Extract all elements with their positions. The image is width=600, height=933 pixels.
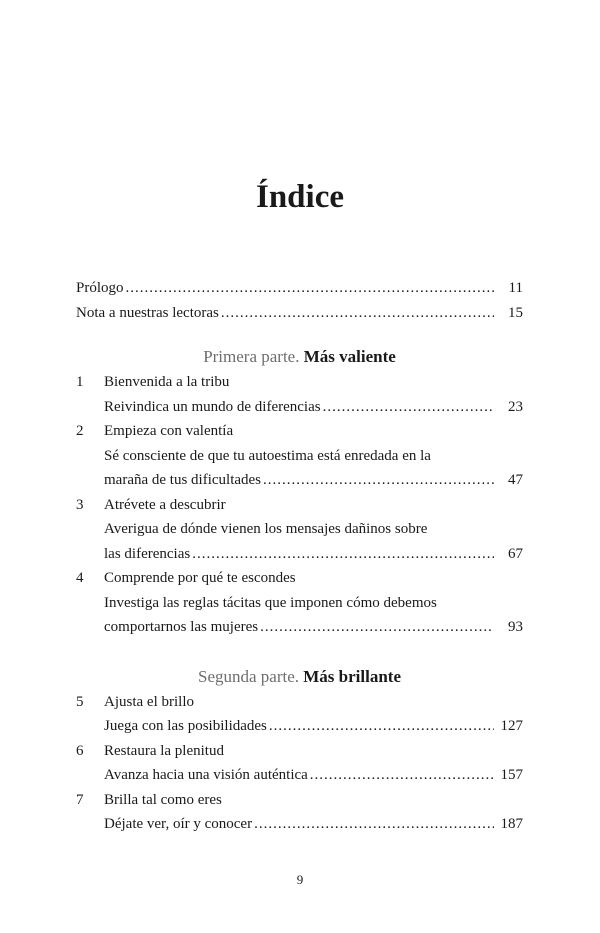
chapter-number: 7 bbox=[76, 791, 84, 808]
chapter-number: 2 bbox=[76, 423, 84, 439]
chapter-6-row[interactable] bbox=[76, 739, 523, 764]
chapter-1-subtitle[interactable] bbox=[76, 395, 523, 420]
chapter-subtitle: Investiga las reglas tácitas que imponen cómo debemos bbox=[104, 594, 437, 611]
chapter-7-row[interactable] bbox=[76, 788, 523, 813]
entry-title: Nota a nuestras lectoras bbox=[76, 304, 219, 321]
entry-title: Prólogo bbox=[76, 280, 124, 296]
chapter-1-row[interactable] bbox=[76, 370, 523, 395]
dot-leader bbox=[263, 468, 494, 493]
dot-leader bbox=[323, 395, 494, 420]
chapter-subtitle: Avanza hacia una visión auténtica bbox=[104, 767, 308, 783]
chapter-subtitle: Juega con las posibilidades bbox=[104, 718, 267, 734]
chapter-4-row[interactable] bbox=[76, 566, 523, 591]
chapter-subtitle: comportarnos las mujeres bbox=[104, 619, 259, 635]
chapter-2-subtitle-line2[interactable] bbox=[76, 468, 523, 493]
dot-leader bbox=[269, 714, 494, 739]
dot-leader bbox=[192, 542, 494, 567]
chapter-page: 47 bbox=[508, 472, 523, 488]
part-heading-2 bbox=[76, 664, 523, 690]
chapter-5-subtitle[interactable] bbox=[76, 714, 523, 739]
chapter-number: 3 bbox=[76, 496, 84, 513]
chapter-page: 67 bbox=[508, 545, 523, 562]
chapter-title: Brilla tal como eres bbox=[104, 791, 222, 808]
dot-leader bbox=[254, 812, 494, 837]
chapter-title: Ajusta el brillo bbox=[104, 693, 194, 710]
toc-entry-nota[interactable] bbox=[76, 301, 523, 326]
page-number: 9 bbox=[296, 872, 304, 887]
chapter-number: 4 bbox=[76, 570, 84, 586]
chapter-subtitle: las diferencias bbox=[104, 545, 191, 562]
chapter-title: Restaura la plenitud bbox=[104, 742, 224, 759]
chapter-title: Empieza con valentía bbox=[104, 423, 234, 439]
chapter-subtitle: Déjate ver, oír y conocer bbox=[104, 816, 253, 832]
chapter-4-subtitle-line2[interactable] bbox=[76, 615, 523, 640]
chapter-4-subtitle-line1 bbox=[76, 591, 523, 616]
chapter-subtitle: maraña de tus dificultades bbox=[104, 472, 262, 488]
chapter-page: 157 bbox=[500, 767, 523, 783]
chapter-page: 23 bbox=[508, 398, 523, 415]
chapter-3-row[interactable] bbox=[76, 493, 523, 518]
dot-leader bbox=[126, 276, 494, 301]
table-of-contents bbox=[76, 276, 523, 837]
chapter-page: 187 bbox=[500, 816, 523, 832]
chapter-subtitle: Sé consciente de que tu autoestima está enredada en la bbox=[104, 447, 431, 464]
part-label: Segunda parte. bbox=[197, 666, 300, 686]
chapter-number: 1 bbox=[76, 374, 84, 390]
chapter-subtitle: Reivindica un mundo de diferencias bbox=[104, 398, 321, 415]
toc-entry-prologo[interactable] bbox=[76, 276, 523, 301]
chapter-number: 5 bbox=[76, 693, 84, 710]
chapter-title: Atrévete a descubrir bbox=[104, 496, 226, 513]
dot-leader bbox=[310, 763, 494, 788]
chapter-3-subtitle-line2[interactable] bbox=[76, 542, 523, 567]
page-title: Índice bbox=[255, 179, 344, 215]
dot-leader bbox=[221, 301, 494, 326]
chapter-page: 127 bbox=[500, 718, 523, 734]
dot-leader bbox=[260, 615, 494, 640]
entry-page: 11 bbox=[508, 280, 523, 296]
chapter-number: 6 bbox=[76, 742, 84, 759]
chapter-title: Bienvenida a la tribu bbox=[104, 374, 230, 390]
chapter-title: Comprende por qué te escondes bbox=[104, 570, 296, 586]
chapter-2-subtitle-line1 bbox=[76, 444, 523, 469]
chapter-7-subtitle[interactable] bbox=[76, 812, 523, 837]
chapter-2-row[interactable] bbox=[76, 419, 523, 444]
part-label: Primera parte. bbox=[203, 347, 300, 366]
part-title: Más brillante bbox=[303, 666, 402, 686]
part-title: Más valiente bbox=[303, 347, 396, 366]
chapter-page: 93 bbox=[508, 619, 523, 635]
part-heading-1 bbox=[76, 344, 523, 370]
chapter-3-subtitle-line1 bbox=[76, 517, 523, 542]
chapter-subtitle: Averigua de dónde vienen los mensajes dañinos sobre bbox=[104, 521, 428, 537]
chapter-6-subtitle[interactable] bbox=[76, 763, 523, 788]
entry-page: 15 bbox=[508, 304, 523, 321]
chapter-5-row[interactable] bbox=[76, 690, 523, 715]
